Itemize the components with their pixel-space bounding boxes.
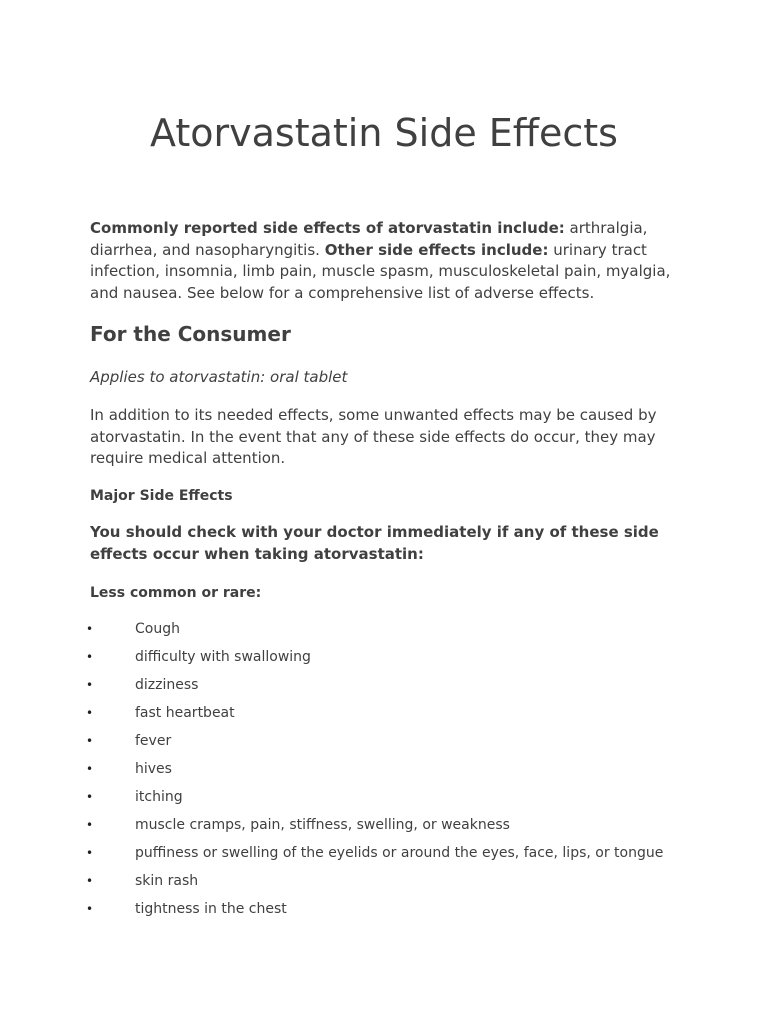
- doctor-warning: You should check with your doctor immediately if any of these side effects occur when taking atorvastatin:: [90, 523, 659, 563]
- consumer-paragraph: In addition to its needed effects, some unwanted effects may be caused by atorvastatin. In the event that any of these side effects do occur, they may require medical attention.: [90, 406, 657, 467]
- bullet-icon: •: [86, 622, 94, 636]
- side-effects-list: [0, 615, 768, 923]
- major-side-effects-heading: Major Side Effects: [90, 488, 233, 504]
- list-item: [0, 839, 768, 867]
- bullet-icon: •: [86, 650, 94, 664]
- list-item-text: difficulty with swallowing: [135, 649, 311, 665]
- bullet-icon: •: [86, 762, 94, 776]
- bullet-icon: •: [86, 818, 94, 832]
- list-item: [0, 755, 768, 783]
- list-item: [0, 895, 768, 923]
- list-item-text: muscle cramps, pain, stiffness, swelling, or weakness: [135, 817, 510, 833]
- bullet-icon: •: [86, 846, 94, 860]
- bullet-icon: •: [86, 874, 94, 888]
- bullet-icon: •: [86, 678, 94, 692]
- list-item: [0, 811, 768, 839]
- list-item-text: tightness in the chest: [135, 901, 287, 917]
- bullet-icon: •: [86, 706, 94, 720]
- list-item: [0, 699, 768, 727]
- common-effects-label: Commonly reported side effects of atorvastatin include:: [90, 219, 565, 237]
- list-item: [0, 727, 768, 755]
- list-item: [0, 643, 768, 671]
- bullet-icon: •: [86, 734, 94, 748]
- other-effects-label: Other side effects include:: [324, 240, 549, 259]
- consumer-heading: For the Consumer: [90, 322, 291, 346]
- common-effects-text: arthralgia, diarrhea, and nasopharyngitis.: [90, 219, 648, 259]
- applies-to-note: Applies to atorvastatin: oral tablet: [90, 368, 348, 386]
- list-item-text: hives: [135, 761, 172, 777]
- list-item: [0, 783, 768, 811]
- bullet-icon: •: [86, 790, 94, 804]
- other-effects-text: urinary tract infection, insomnia, limb pain, muscle spasm, musculoskeletal pain, myalgia, and nausea. See below for a comprehensive list of adverse effects.: [90, 240, 671, 302]
- list-item-text: skin rash: [135, 873, 199, 889]
- frequency-label: Less common or rare:: [90, 585, 262, 601]
- list-item-text: dizziness: [135, 677, 199, 693]
- list-item: [0, 615, 768, 643]
- list-item-text: fever: [135, 733, 172, 749]
- intro-paragraph: [90, 218, 690, 304]
- list-item: [0, 671, 768, 699]
- list-item-text: Cough: [135, 621, 180, 637]
- list-item-text: itching: [135, 789, 183, 805]
- list-item: [0, 867, 768, 895]
- page-title: Atorvastatin Side Effects: [150, 111, 618, 155]
- list-item-text: puffiness or swelling of the eyelids or around the eyes, face, lips, or tongue: [135, 845, 664, 861]
- bullet-icon: •: [86, 902, 94, 916]
- list-item-text: fast heartbeat: [135, 705, 235, 721]
